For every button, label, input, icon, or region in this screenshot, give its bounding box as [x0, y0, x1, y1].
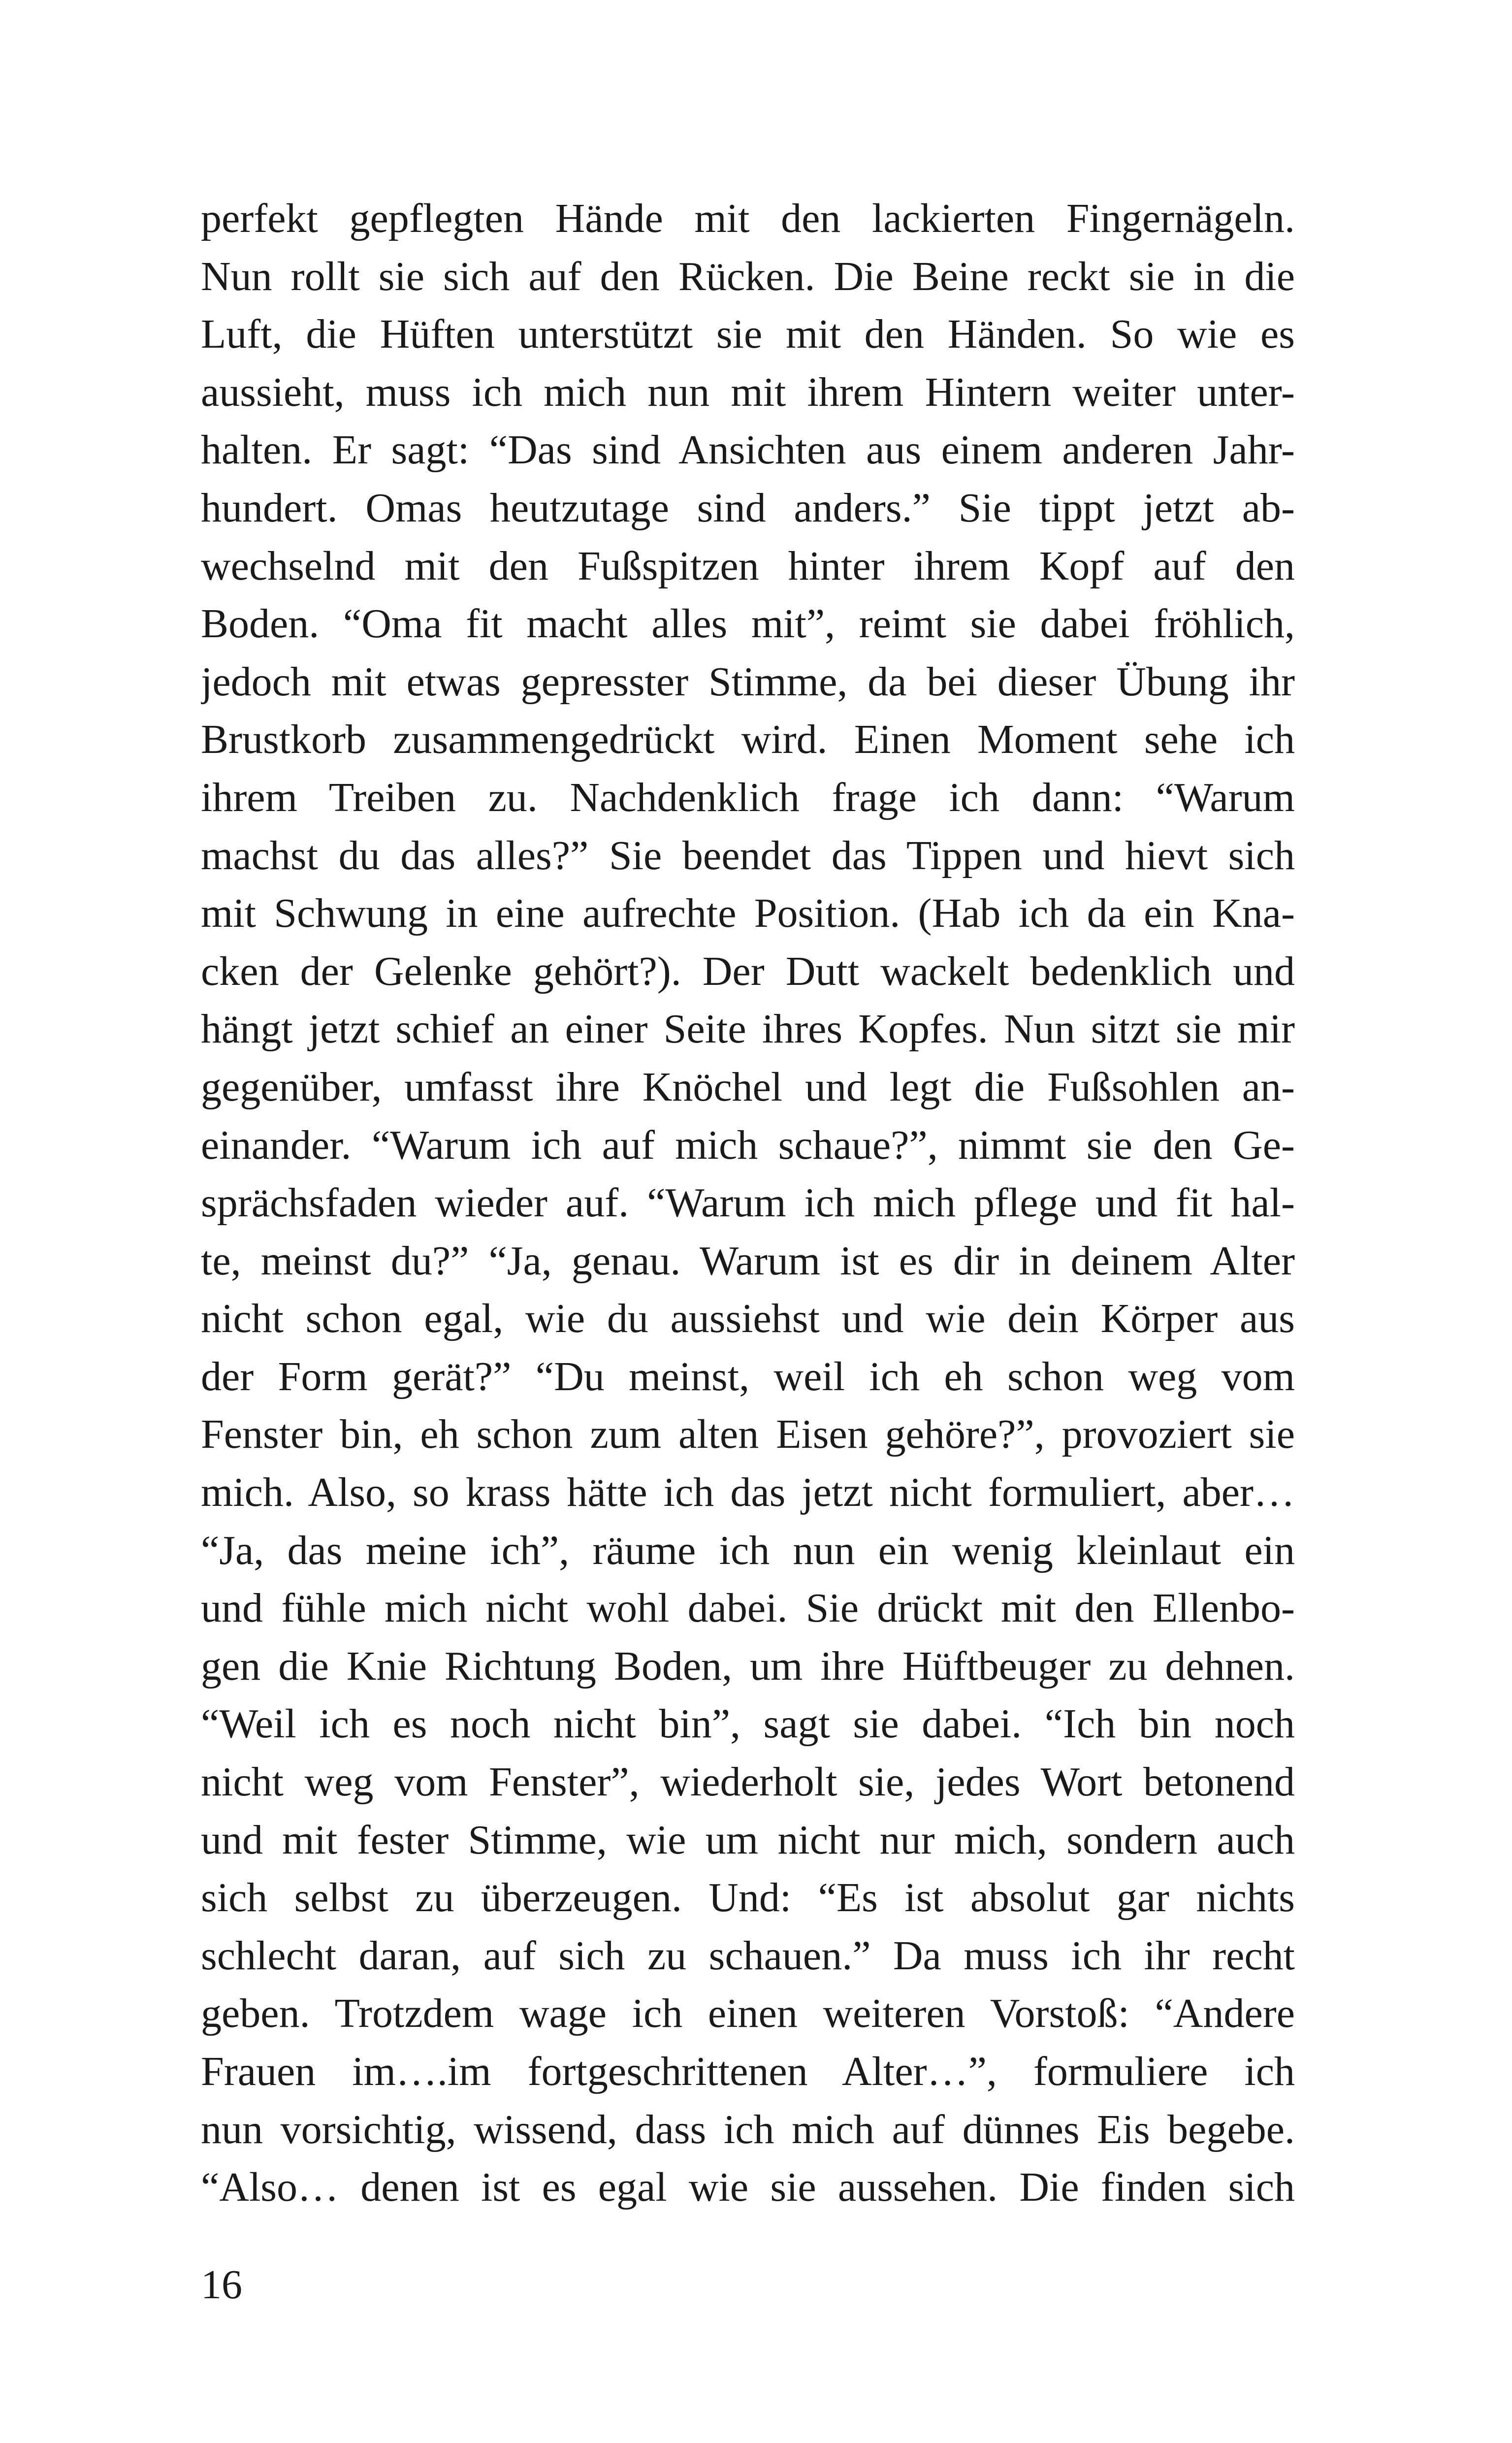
page-number: 16: [201, 2262, 242, 2308]
text-line: Frauen im….im fortgeschrittenen Alter…”, formuliere ich: [201, 2049, 1295, 2094]
text-line: “Also… denen ist es egal wie sie aussehen. Die finden sich: [201, 2164, 1295, 2211]
text-line: mich. Also, so krass hätte ich das jetzt nicht formuliert, aber…: [201, 1469, 1295, 1516]
text-line: Boden. “Oma fit macht alles mit”, reimt sie dabei fröhlich,: [201, 601, 1295, 647]
text-line: schlecht daran, auf sich zu schauen.” Da muss ich ihr recht: [201, 1932, 1295, 1979]
text-line: und fühle mich nicht wohl dabei. Sie drückt mit den Ellenbo-: [201, 1585, 1295, 1631]
text-line: mit Schwung in eine aufrechte Position. (Hab ich da ein Kna-: [201, 890, 1295, 937]
text-line: “Weil ich es noch nicht bin”, sagt sie dabei. “Ich bin noch: [201, 1701, 1295, 1747]
text-line: einander. “Warum ich auf mich schaue?”, nimmt sie den Ge-: [201, 1122, 1295, 1168]
text-line: nicht weg vom Fenster”, wiederholt sie, jedes Wort betonend: [201, 1759, 1295, 1805]
text-line: gen die Knie Richtung Boden, um ihre Hüftbeuger zu dehnen.: [201, 1643, 1295, 1689]
text-line: jedoch mit etwas gepresster Stimme, da bei dieser Übung ihr: [201, 658, 1295, 705]
text-line: hängt jetzt schief an einer Seite ihres Kopfes. Nun sitzt sie mir: [201, 1006, 1295, 1052]
text-line: cken der Gelenke gehört?). Der Dutt wackelt bedenklich und: [201, 948, 1295, 994]
text-line: der Form gerät?” “Du meinst, weil ich eh schon weg vom: [201, 1353, 1295, 1400]
body-text: [201, 190, 1295, 2216]
text-line: perfekt gepflegten Hände mit den lackierten Fingernägeln.: [201, 195, 1295, 241]
text-line: geben. Trotzdem wage ich einen weiteren Vorstoß: “Andere: [201, 1990, 1295, 2037]
text-line: sich selbst zu überzeugen. Und: “Es ist absolut gar nichts: [201, 1875, 1295, 1921]
text-line: machst du das alles?” Sie beendet das Tippen und hievt sich: [201, 832, 1295, 879]
text-line: und mit fester Stimme, wie um nicht nur mich, sondern auch: [201, 1817, 1295, 1863]
text-line: hundert. Omas heutzutage sind anders.” Sie tippt jetzt ab-: [201, 485, 1295, 531]
text-line: aussieht, muss ich mich nun mit ihrem Hintern weiter unter-: [201, 369, 1295, 415]
text-line: te, meinst du?” “Ja, genau. Warum ist es dir in deinem Alter: [201, 1238, 1295, 1284]
text-line: ihrem Treiben zu. Nachdenklich frage ich dann: “Warum: [201, 774, 1295, 820]
text-line: gegenüber, umfasst ihre Knöchel und legt die Fußsohlen an-: [201, 1064, 1295, 1110]
text-line: Luft, die Hüften unterstützt sie mit den Händen. So wie es: [201, 311, 1295, 358]
text-line: Fenster bin, eh schon zum alten Eisen gehöre?”, provoziert sie: [201, 1411, 1295, 1458]
text-line: nun vorsichtig, wissend, dass ich mich auf dünnes Eis begebe.: [201, 2106, 1295, 2152]
text-line: Nun rollt sie sich auf den Rücken. Die Beine reckt sie in die: [201, 253, 1295, 299]
text-line: wechselnd mit den Fußspitzen hinter ihrem Kopf auf den: [201, 543, 1295, 589]
text-line: nicht schon egal, wie du aussiehst und wie dein Körper aus: [201, 1296, 1295, 1342]
text-line: Brustkorb zusammengedrückt wird. Einen Moment sehe ich: [201, 717, 1295, 763]
text-line: halten. Er sagt: “Das sind Ansichten aus einem anderen Jahr-: [201, 427, 1295, 473]
text-line: sprächsfaden wieder auf. “Warum ich mich pflege und fit hal-: [201, 1180, 1295, 1226]
text-line: “Ja, das meine ich”, räume ich nun ein wenig kleinlaut ein: [201, 1527, 1295, 1573]
